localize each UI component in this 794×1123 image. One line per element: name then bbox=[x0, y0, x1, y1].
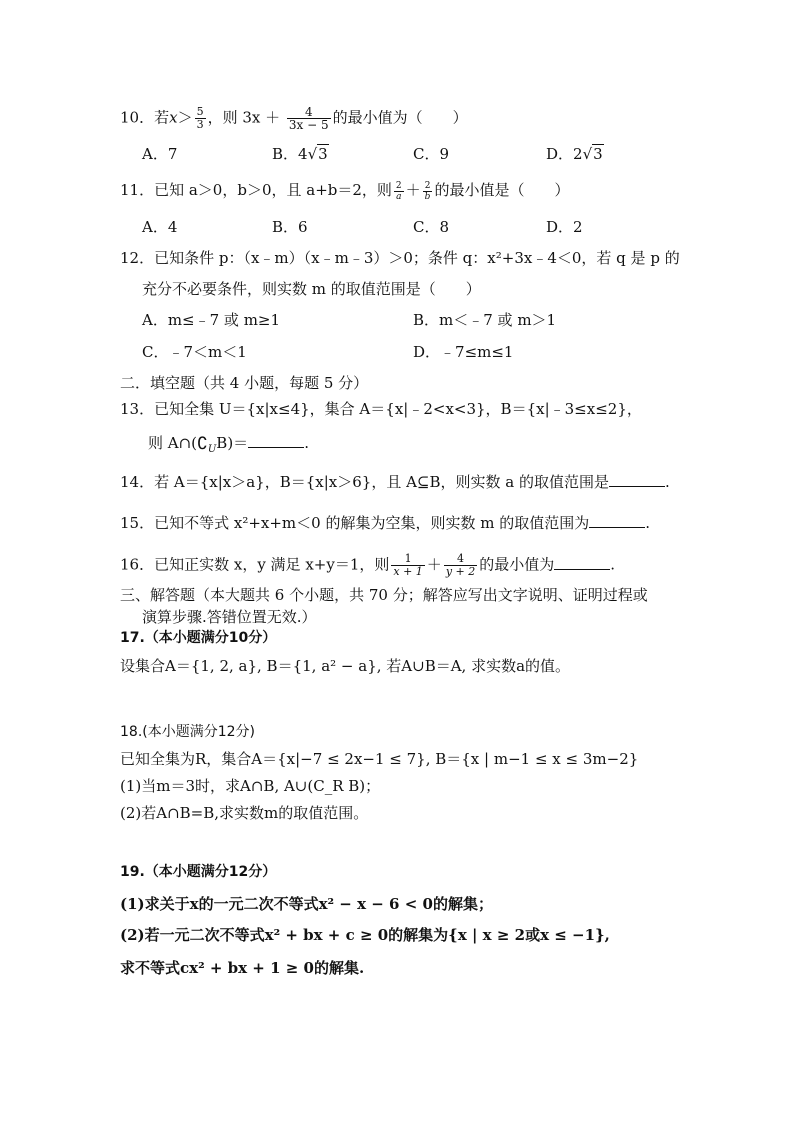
sqrt-symbol: √3 bbox=[582, 145, 603, 163]
q13-line1: 13．已知全集 U＝{x|x≤4}，集合 A＝{x|﹣2<x<3}，B＝{x|﹣3≤x≤2}， bbox=[120, 400, 642, 418]
section-solve-heading-1: 三、解答题（本大题共 6 个小题，共 70 分；解答应写出文字说明、证明过程或 bbox=[120, 586, 648, 604]
q19-line2: (2)若一元二次不等式x² + bx + c ≥ 0的解集为{x | x ≥ 2或x ≤ −1}, bbox=[120, 926, 610, 944]
q11-option-a: A．4 bbox=[142, 218, 178, 236]
q10-frac1: $\frac{5}{3}$ bbox=[196, 105, 204, 131]
q10-frac2: $\frac{4}{3x - 5}$ bbox=[288, 105, 329, 132]
q10-var: x bbox=[169, 108, 178, 127]
q10-post: 的最小值为（ ） bbox=[332, 108, 468, 127]
q10-stem bbox=[120, 106, 468, 131]
q12-option-c: C．﹣7＜m＜1 bbox=[142, 343, 247, 361]
q15: 15．已知不等式 x²+x+m＜0 的解集为空集，则实数 m 的取值范围为 . bbox=[120, 514, 651, 532]
q11-option-d: D．2 bbox=[546, 218, 583, 236]
q18-line3: (2)若A∩B=B,求实数m的取值范围。 bbox=[120, 804, 369, 822]
q10-option-b: B．4√3 bbox=[272, 145, 328, 163]
q11-option-b: B．6 bbox=[272, 218, 308, 236]
complement-symbol: ∁ bbox=[197, 434, 208, 454]
q10-pre: 10．若 bbox=[120, 108, 170, 127]
section-solve-heading-2: 演算步骤.答错位置无效.） bbox=[142, 608, 317, 626]
q17-title: 17.（本小题满分10分） bbox=[120, 630, 277, 646]
q11-stem: 11．已知 a＞0，b＞0，且 a+b＝2，则 $\frac{2}{a}$ ＋ $\frac{2}{b}$ 的最小值是（ ） bbox=[120, 180, 570, 202]
q16: 16．已知正实数 x，y 满足 x+y＝1，则 $\frac{1}{x + 1}$ ＋ $\frac{4}{y + 2}$ 的最小值为 . bbox=[120, 552, 616, 578]
q11-frac2: $\frac{2}{b}$ bbox=[424, 180, 431, 202]
q14-answer-blank[interactable] bbox=[609, 472, 665, 487]
q14: 14．若 A＝{x|x＞a}，B＝{x|x＞6}，且 A⊆B，则实数 a 的取值范围是 . bbox=[120, 473, 670, 491]
q13-line2: 则 $A\cap(∁_UB)=$ . bbox=[148, 434, 309, 455]
q12-option-b: B．m＜﹣7 或 m＞1 bbox=[413, 311, 557, 329]
q12-option-a: A．m≤﹣7 或 m≥1 bbox=[142, 311, 281, 329]
q12-option-d: D．﹣7≤m≤1 bbox=[413, 343, 514, 361]
section-fill-blank-heading: 二．填空题（共 4 小题，每题 5 分） bbox=[120, 374, 369, 392]
q16-answer-blank[interactable] bbox=[554, 555, 610, 570]
q18-line1: 已知全集为R，集合A＝{x|−7 ≤ 2x−1 ≤ 7}, B＝{x | m−1 ≤ x ≤ 3m−2} bbox=[120, 750, 639, 768]
q15-answer-blank[interactable] bbox=[589, 513, 645, 528]
sqrt-symbol: √3 bbox=[307, 145, 328, 163]
q12-line1: 12．已知条件 p：（x﹣m）（x﹣m﹣3）＞0；条件 q：x²+3x﹣4＜0，若 q 是 p 的 bbox=[120, 249, 680, 267]
q16-frac1: $\frac{1}{x + 1}$ bbox=[393, 552, 423, 578]
q19-line3: 求不等式cx² + bx + 1 ≥ 0的解集. bbox=[120, 959, 365, 977]
q10-option-d: D．2√3 bbox=[546, 145, 603, 163]
q11-option-c: C．8 bbox=[413, 218, 450, 236]
q17-body: 设集合A＝{1, 2, a}, B＝{1, a² − a}, 若A∪B＝A, 求实数a的值。 bbox=[120, 657, 571, 675]
q12-line2: 充分不必要条件，则实数 m 的取值范围是（ ） bbox=[142, 280, 481, 298]
q11-frac1: $\frac{2}{a}$ bbox=[395, 180, 402, 202]
q18-line2: (1)当m＝3时，求A∩B, A∪(C_R B)； bbox=[120, 777, 381, 795]
q19-title: 19.（本小题满分12分） bbox=[120, 864, 277, 880]
q10-mid: ，则 3x ＋ bbox=[207, 108, 285, 127]
q18-title: 18.(本小题满分12分) bbox=[120, 724, 256, 740]
q13-answer-blank[interactable] bbox=[248, 433, 304, 448]
q10-gt: ＞ bbox=[177, 108, 193, 127]
q10-option-c: C．9 bbox=[413, 145, 450, 163]
q16-frac2: $\frac{4}{y + 2}$ bbox=[445, 552, 476, 578]
q10-option-a: A．7 bbox=[142, 145, 178, 163]
q19-line1: (1)求关于x的一元二次不等式x² − x − 6 < 0的解集； bbox=[120, 895, 493, 913]
